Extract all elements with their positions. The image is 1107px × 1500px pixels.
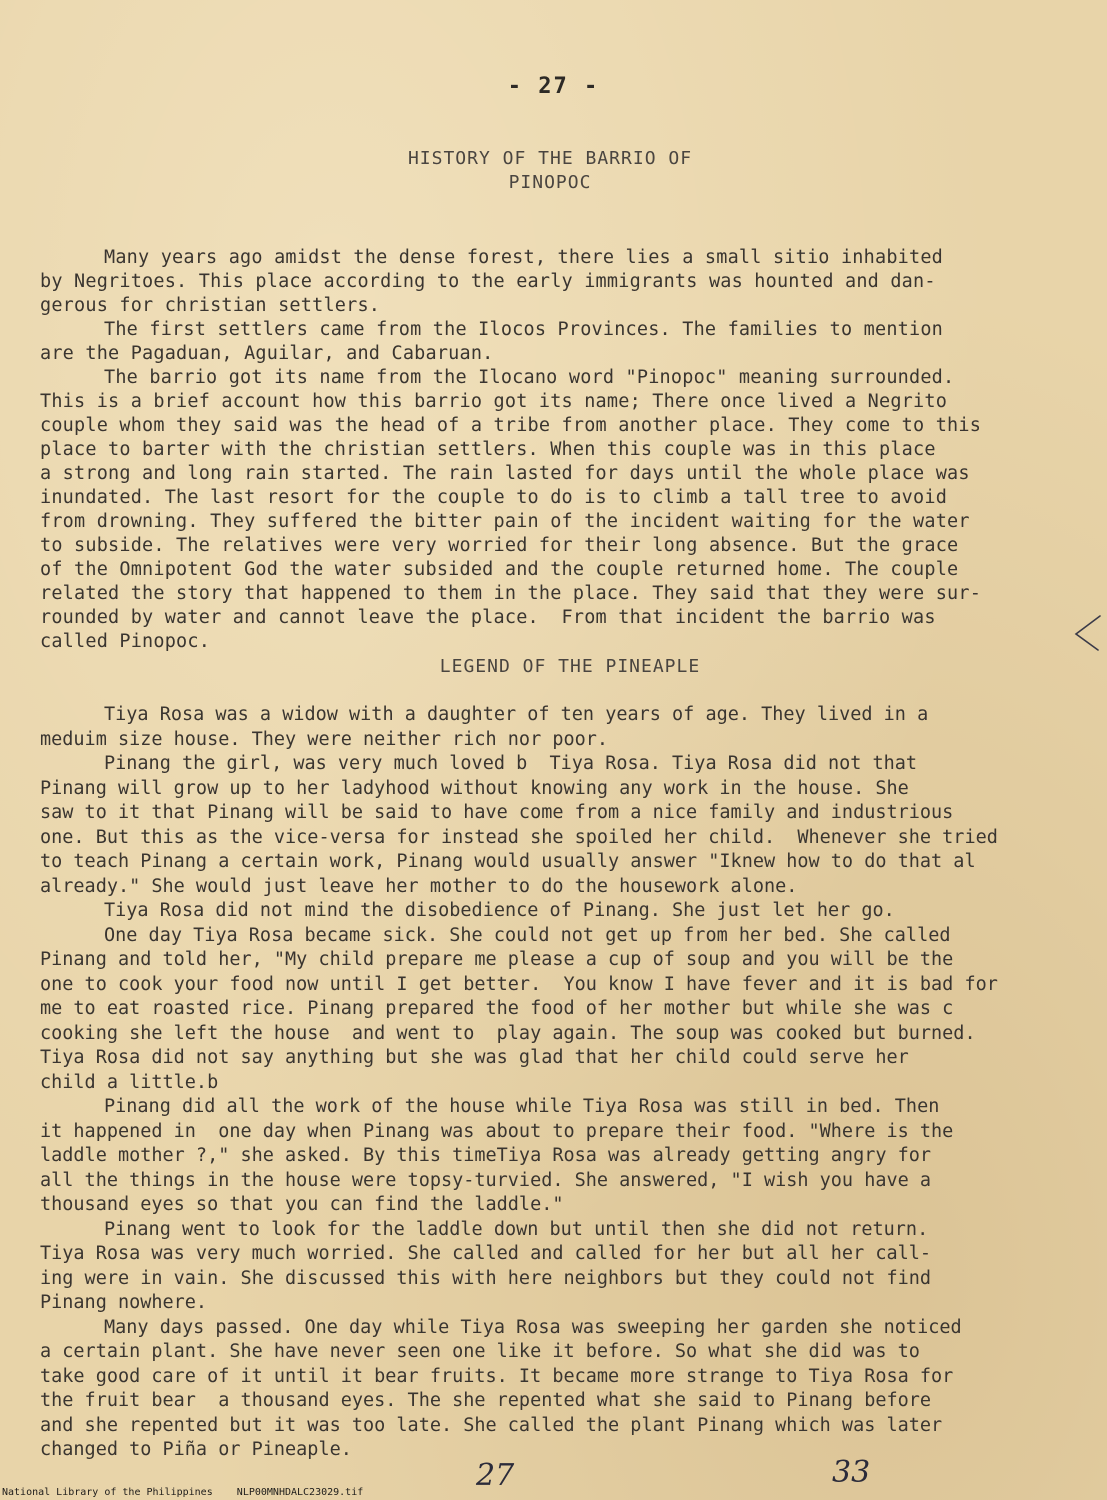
history-line: The barrio got its name from the Ilocano word "Pinopoc" meaning surrounded. bbox=[104, 367, 955, 388]
history-line: called Pinopoc. bbox=[40, 631, 211, 652]
history-line: a strong and long rain started. The rain lasted for days until the whole place was bbox=[40, 463, 970, 484]
history-line: inundated. The last resort for the couple to do is to climb a tall tree to avoid bbox=[40, 487, 948, 508]
handwritten-page-number: 27 bbox=[476, 1458, 515, 1493]
legend-line: Pinang did all the work of the house while Tiya Rosa was still in bed. Then bbox=[104, 1096, 940, 1117]
legend-line: Pinang the girl, was very much loved b Tiya Rosa. Tiya Rosa did not that bbox=[104, 753, 918, 774]
legend-line: all the things in the house were topsy-turvied. She answered, "I wish you have a bbox=[40, 1169, 932, 1191]
legend-line: me to eat roasted rice. Pinang prepared the food of her mother but while she was c bbox=[40, 998, 954, 1019]
legend-line: Pinang went to look for the laddle down but until then she did not return. bbox=[104, 1218, 929, 1240]
history-line: Many years ago amidst the dense forest, there lies a small sitio inhabited bbox=[104, 247, 944, 268]
legend-line: one. But this as the vice-versa for instead she spoiled her child. Whenever she tried bbox=[40, 826, 998, 848]
history-line: by Negritoes. This place according to the early immigrants was hounted and dan- bbox=[40, 271, 936, 292]
legend-line: Pinang nowhere. bbox=[40, 1292, 208, 1313]
legend-line: Pinang will grow up to her ladyhood without knowing any work in the house. She bbox=[40, 777, 909, 799]
legend-line: Pinang and told her, "My child prepare me please a cup of soup and you will be the bbox=[40, 949, 954, 970]
history-line: are the Pagaduan, Aguilar, and Cabaruan. bbox=[40, 343, 494, 364]
legend-line: Many days passed. One day while Tiya Rosa was sweeping her garden she noticed bbox=[104, 1316, 962, 1338]
legend-line: Tiya Rosa did not say anything but she was glad that her child could serve her bbox=[40, 1047, 909, 1068]
legend-line: cooking she left the house and went to play again. The soup was cooked but burned. bbox=[40, 1022, 976, 1044]
history-line: This is a brief account how this barrio got its name; There once lived a Negrito bbox=[40, 391, 948, 412]
legend-line: one to cook your food now until I get better. You know I have fever and it is bad for bbox=[40, 973, 998, 995]
legend-line: take good care of it until it bear fruits. It became more strange to Tiya Rosa for bbox=[40, 1365, 954, 1387]
page-number: - 27 - bbox=[507, 74, 600, 99]
legend-line: Tiya Rosa did not mind the disobedience of Pinang. She just let her go. bbox=[104, 900, 895, 921]
history-line: from drowning. They suffered the bitter pain of the incident waiting for the water bbox=[40, 511, 970, 532]
history-body bbox=[40, 246, 1070, 654]
margin-check-mark bbox=[1068, 612, 1107, 652]
history-line: gerous for christian settlers. bbox=[40, 295, 381, 316]
history-title-line1: HISTORY OF THE BARRIO OF bbox=[407, 148, 693, 169]
legend-line: already." She would just leave her mother to do the housework alone. bbox=[40, 875, 798, 897]
legend-line: laddle mother ?," she asked. By this timeTiya Rosa was already getting angry for bbox=[40, 1145, 932, 1166]
legend-line: thousand eyes so that you can find the laddle." bbox=[40, 1194, 564, 1215]
legend-line: meduim size house. They were neither rich nor poor. bbox=[40, 728, 609, 750]
legend-line: a certain plant. She have never seen one like it before. So what she did was to bbox=[40, 1341, 920, 1362]
legend-line: saw to it that Pinang will be said to have come from a nice family and industrious bbox=[40, 802, 954, 823]
legend-line: Tiya Rosa was very much worried. She called and called for her but all her call- bbox=[40, 1243, 932, 1264]
history-line: of the Omnipotent God the water subsided and the couple returned home. The couple bbox=[40, 559, 959, 580]
legend-body bbox=[40, 703, 1070, 1463]
history-line: to subside. The relatives were very worried for their long absence. But the grace bbox=[40, 535, 959, 556]
history-line: The first settlers came from the Ilocos Provinces. The families to mention bbox=[104, 319, 944, 340]
legend-line: it happened in one day when Pinang was about to prepare their food. "Where is the bbox=[40, 1120, 954, 1142]
legend-line: and she repented but it was too late. She called the plant Pinang which was later bbox=[40, 1414, 943, 1436]
legend-line: ing were in vain. She discussed this with here neighbors but they could not find bbox=[40, 1267, 932, 1289]
legend-line: One day Tiya Rosa became sick. She could not get up from her bed. She called bbox=[104, 924, 951, 946]
history-line: rounded by water and cannot leave the place. From that incident the barrio was bbox=[40, 607, 936, 628]
history-title-line2: PINOPOC bbox=[508, 172, 592, 193]
archive-footer: National Library of the Philippines NLP00MNHDALC23029.tif bbox=[2, 1487, 364, 1498]
legend-line: Tiya Rosa was a widow with a daughter of ten years of age. They lived in a bbox=[104, 704, 929, 725]
history-line: couple whom they said was the head of a tribe from another place. They come to this bbox=[40, 415, 982, 436]
legend-title: LEGEND OF THE PINEAPLE bbox=[439, 656, 701, 677]
history-line: related the story that happened to them in the place. They said that they were sur- bbox=[40, 583, 982, 604]
history-line: place to barter with the christian settlers. When this couple was in this place bbox=[40, 439, 936, 460]
legend-line: the fruit bear a thousand eyes. The she repented what she said to Pinang before bbox=[40, 1390, 932, 1411]
legend-line: child a little.b bbox=[40, 1071, 219, 1093]
handwritten-folio-number: 33 bbox=[832, 1455, 871, 1490]
legend-line: changed to Piña or Pineaple. bbox=[40, 1439, 352, 1460]
legend-line: to teach Pinang a certain work, Pinang would usually answer "Iknew how to do that al bbox=[40, 851, 976, 872]
